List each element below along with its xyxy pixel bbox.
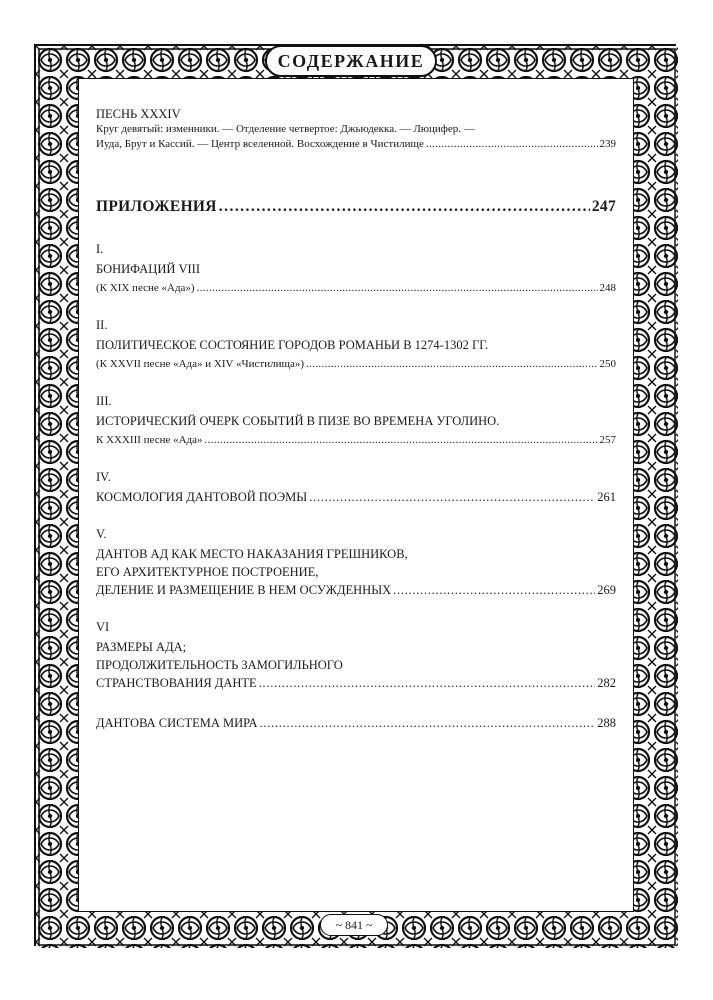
leader-dots	[197, 281, 598, 296]
section-title-line3: ДЕЛЕНИЕ И РАЗМЕЩЕНИЕ В НЕМ ОСУЖДЕННЫХ	[96, 583, 392, 597]
page-number: ~ 841 ~	[320, 914, 388, 936]
section-subtitle: (К XXVII песне «Ада» и XIV «Чистилища»)	[96, 358, 305, 370]
toc-appendix-heading[interactable]	[96, 197, 616, 217]
leader-dots	[260, 715, 596, 731]
section-title-line2: ПРОДОЛЖИТЕЛЬНОСТЬ ЗАМОГИЛЬНОГО	[96, 658, 343, 672]
section-title-line3: СТРАНСТВОВАНИЯ ДАНТЕ	[96, 676, 257, 690]
toc-section-6[interactable]	[96, 619, 616, 691]
toc-section-4[interactable]	[96, 469, 616, 505]
page-ref: 269	[597, 583, 616, 597]
toc-section-3[interactable]	[96, 393, 616, 448]
leader-dots	[205, 433, 598, 448]
section-numeral: V.	[96, 527, 107, 541]
toc-canto-34	[96, 106, 616, 152]
page-ref: 247	[591, 198, 616, 215]
page-title: СОДЕРЖАНИЕ	[277, 50, 425, 71]
leader-dots	[306, 357, 597, 372]
final-title: ДАНТОВА СИСТЕМА МИРА	[96, 716, 258, 730]
toc-final-entry[interactable]	[96, 715, 616, 731]
toc-section-5[interactable]	[96, 526, 616, 598]
section-title-line1: РАЗМЕРЫ АДА;	[96, 640, 187, 654]
section-title-line1: ДАНТОВ АД КАК МЕСТО НАКАЗАНИЯ ГРЕШНИКОВ,	[96, 547, 408, 561]
page-title-plate	[265, 45, 437, 77]
page-ref: 250	[599, 358, 616, 370]
leader-dots	[219, 197, 590, 217]
canto-desc-line2: Иуда, Брут и Кассий. — Центр вселенной. Восхождение в Чистилище	[96, 138, 424, 150]
leader-dots	[259, 675, 596, 691]
section-subtitle: К XXXIII песне «Ада»	[96, 434, 203, 446]
page-ref: 239	[599, 138, 616, 150]
section-title-line2: ЕГО АРХИТЕКТУРНОЕ ПОСТРОЕНИЕ,	[96, 565, 319, 579]
leader-dots	[426, 137, 598, 152]
section-subtitle: (К XIX песне «Ада»)	[96, 282, 195, 294]
page-ref: 261	[597, 490, 616, 504]
toc-section-2[interactable]	[96, 317, 616, 372]
canto-desc-line1: Круг девятый: изменники. — Отделение четвертое: Джьюдекка. — Люцифер. —	[96, 123, 475, 135]
section-title: БОНИФАЦИЙ VIII	[96, 262, 201, 276]
leader-dots	[393, 582, 595, 598]
page-ref: 288	[597, 716, 616, 730]
section-title: ПОЛИТИЧЕСКОЕ СОСТОЯНИЕ ГОРОДОВ РОМАНЬИ В 1274-1302 ГГ.	[96, 338, 489, 352]
appendix-title: ПРИЛОЖЕНИЯ	[96, 198, 217, 215]
page-ref: 282	[597, 676, 616, 690]
section-title: ИСТОРИЧЕСКИЙ ОЧЕРК СОБЫТИЙ В ПИЗЕ ВО ВРЕМЕНА УГОЛИНО.	[96, 414, 500, 428]
section-numeral: III.	[96, 394, 112, 408]
leader-dots	[309, 489, 595, 505]
section-numeral: IV.	[96, 470, 111, 484]
section-numeral: II.	[96, 318, 108, 332]
section-title: КОСМОЛОГИЯ ДАНТОВОЙ ПОЭМЫ	[96, 490, 308, 504]
toc-section-1[interactable]	[96, 241, 616, 296]
table-of-contents	[96, 106, 616, 731]
page-ref: 248	[599, 282, 616, 294]
section-numeral: VI	[96, 620, 110, 634]
section-numeral: I.	[96, 242, 104, 256]
page-ref: 257	[599, 434, 616, 446]
canto-heading: ПЕСНЬ XXXIV	[96, 107, 181, 121]
